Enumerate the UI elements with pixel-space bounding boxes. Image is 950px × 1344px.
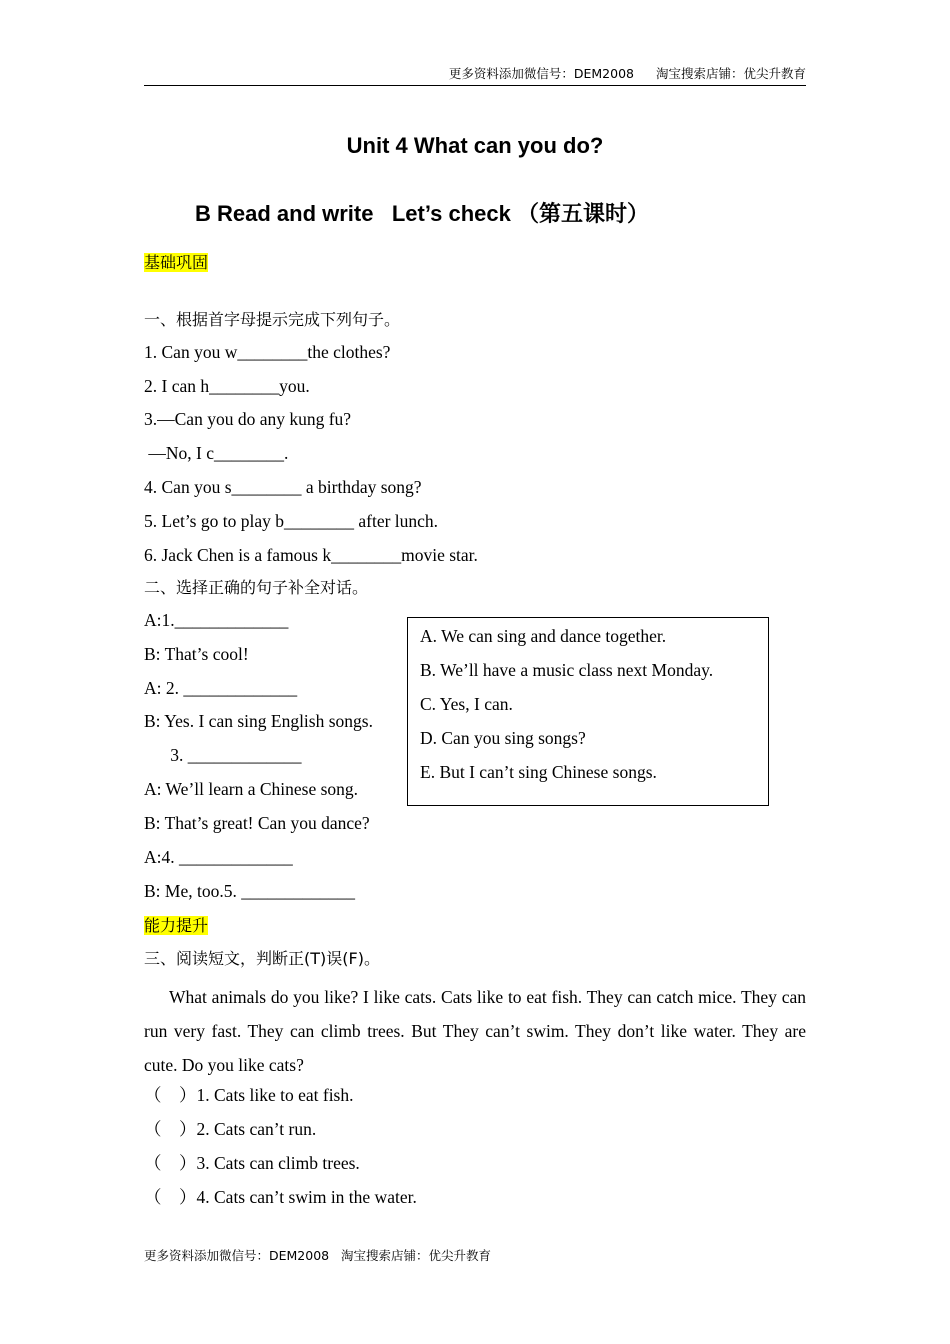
- judge-item: （ ）4. Cats can’t swim in the water.: [144, 1187, 417, 1207]
- option-item: C. Yes, I can.: [420, 694, 513, 714]
- part2-heading: 二、选择正确的句子补全对话。: [144, 578, 369, 597]
- dialogue-line: B: Yes. I can sing English songs.: [144, 711, 373, 731]
- footer-shop-text: 淘宝搜索店铺：优尖升教育: [341, 1248, 492, 1263]
- page-footer: [144, 1246, 491, 1264]
- header-wechat-text: 更多资料添加微信号：DEM2008: [448, 66, 634, 81]
- option-item: A. We can sing and dance together.: [420, 626, 667, 646]
- dialogue-line: A: 2. _____________: [144, 678, 298, 698]
- option-item: E. But I can’t sing Chinese songs.: [420, 762, 657, 782]
- section-advanced-highlight: 能力提升: [144, 916, 209, 935]
- part1-item: 6. Jack Chen is a famous k________movie star.: [144, 545, 478, 565]
- dialogue-line: 3. _____________: [144, 745, 302, 765]
- part1-item: 3.—Can you do any kung fu?: [144, 409, 352, 429]
- part1-item: 2. I can h________you.: [144, 376, 310, 396]
- part1-item: —No, I c________.: [144, 443, 289, 463]
- option-item: D. Can you sing songs?: [420, 728, 586, 748]
- dialogue-line: B: That’s cool!: [144, 644, 249, 664]
- footer-wechat-text: 更多资料添加微信号：DEM2008: [144, 1248, 330, 1263]
- page-title: Unit 4 What can you do?: [346, 133, 604, 158]
- options-box: [407, 617, 769, 806]
- dialogue-line: A:4. _____________: [144, 847, 293, 867]
- reading-passage: What animals do you like? I like cats. Cats like to eat fish. They can catch mice. They can run very fast. They can climb trees. But They can’t swim. They don’t like water. They are cute. Do you like cats?: [144, 987, 806, 1075]
- page-header: [144, 64, 806, 86]
- section-basic-label: [144, 251, 208, 275]
- section-basic-highlight: 基础巩固: [144, 253, 209, 272]
- part1-item: 4. Can you s________ a birthday song?: [144, 477, 422, 497]
- judge-item: （ ）3. Cats can climb trees.: [144, 1153, 360, 1173]
- part3-heading: 三、阅读短文，判断正(T)误(F)。: [144, 949, 380, 968]
- page-subtitle: B Read and write Let’s check （第五课时）: [195, 201, 649, 226]
- dialogue-line: A:1._____________: [144, 610, 289, 630]
- judge-item: （ ）2. Cats can’t run.: [144, 1119, 317, 1139]
- judge-item: （ ）1. Cats like to eat fish.: [144, 1085, 354, 1105]
- dialogue-line: A: We’ll learn a Chinese song.: [144, 779, 359, 799]
- part1-heading: 一、根据首字母提示完成下列句子。: [144, 310, 401, 329]
- option-item: B. We’ll have a music class next Monday.: [420, 660, 714, 680]
- part1-item: 1. Can you w________the clothes?: [144, 342, 391, 362]
- header-shop-text: 淘宝搜索店铺：优尖升教育: [655, 66, 806, 81]
- part1-item: 5. Let’s go to play b________ after lunch.: [144, 511, 439, 531]
- dialogue-line: B: Me, too.5. _____________: [144, 881, 355, 901]
- section-advanced-label: [144, 914, 208, 938]
- dialogue-line: B: That’s great! Can you dance?: [144, 813, 370, 833]
